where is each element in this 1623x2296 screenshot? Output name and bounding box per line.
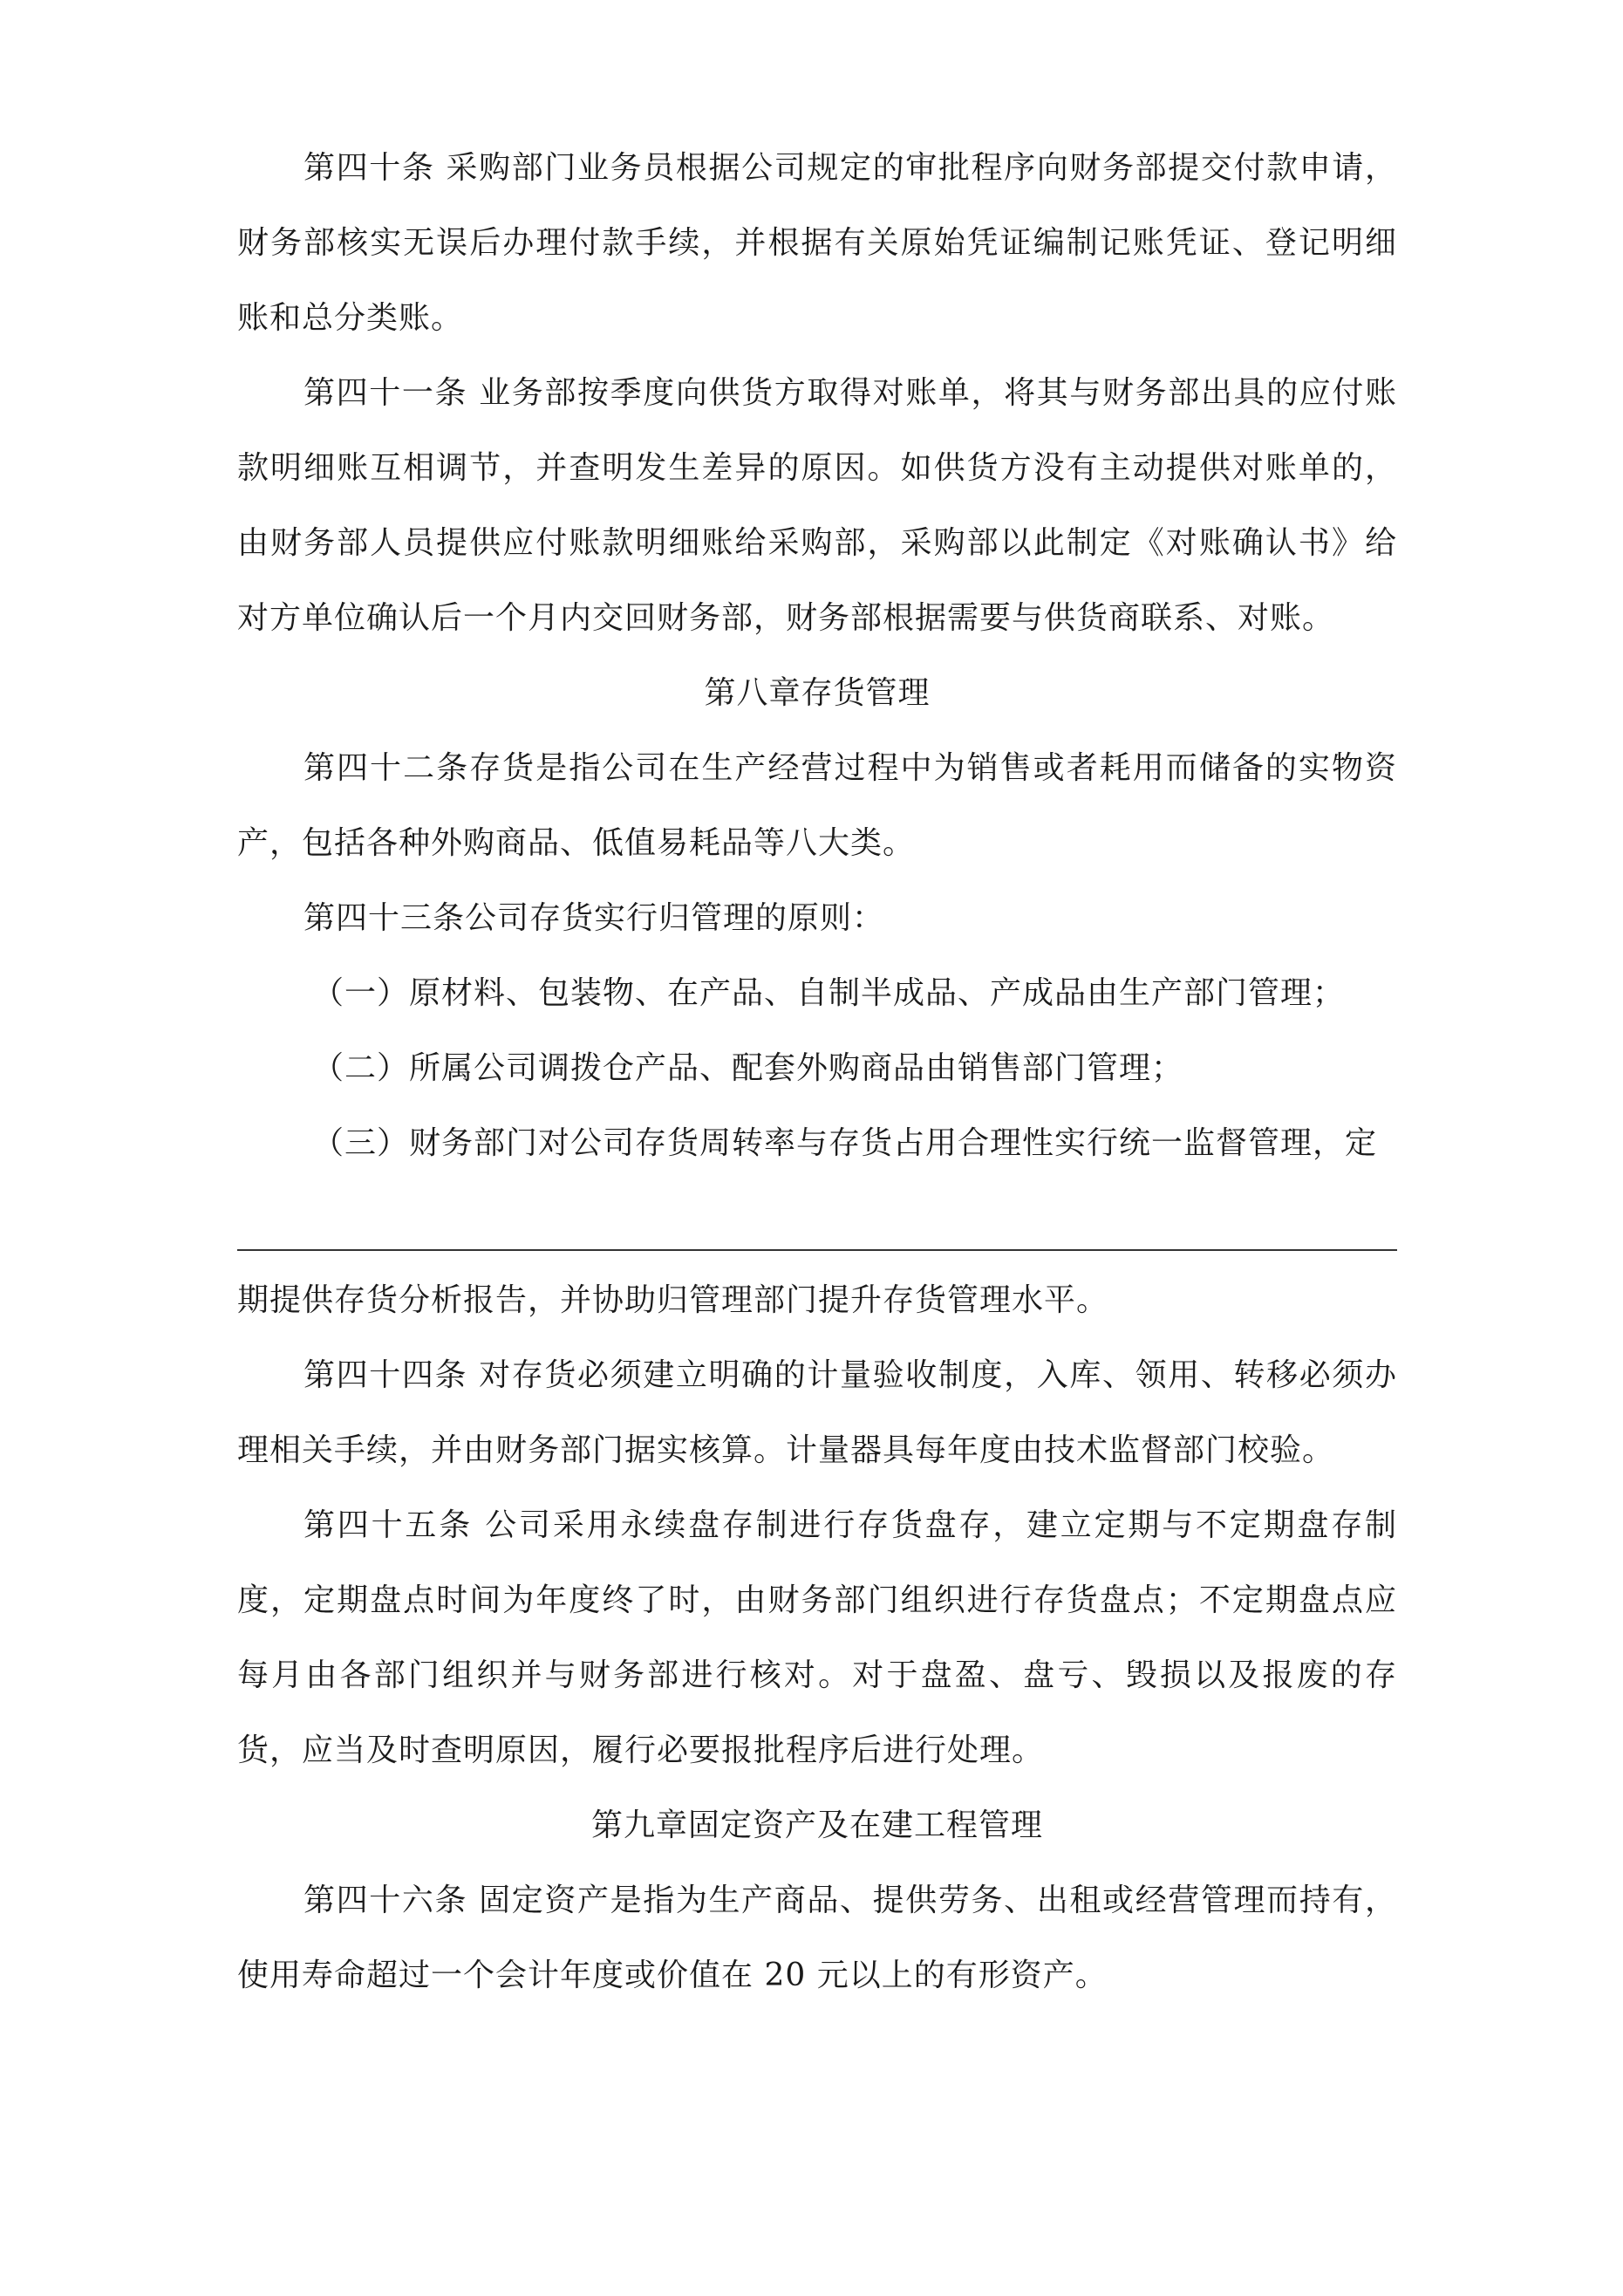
chapter-9-heading: 第九章固定资产及在建工程管理 [590, 1807, 1043, 1843]
article-46: 第四十六条 固定资产是指为生产商品、提供劳务、出租或经营管理而持有，使用寿命超过一个会计年度或价值在 20 元以上的有形资产。 [237, 1883, 1397, 1993]
article-43-item-3-start: （三）财务部门对公司存货周转率与存货占用合理性实行统一监督管理，定 [312, 1125, 1378, 1161]
article-44: 第四十四条 对存货必须建立明确的计量验收制度，入库、领用、转移必须办理相关手续，并由财务部门据实核算。计量器具每年度由技术监督部门校验。 [237, 1357, 1397, 1468]
article-43-item-2: （二）所属公司调拨仓产品、配套外购商品由销售部门管理； [312, 1050, 1184, 1086]
article-41: 第四十一条 业务部按季度向供货方取得对账单，将其与财务部出具的应付账款明细账互相调节，并查明发生差异的原因。如供货方没有主动提供对账单的，由财务部人员提供应付账款明细账给采购部，采购部以此制定《对账确认书》给对方单位确认后一个月内交回财务部，财务部根据需要与供货商联系、对账。 [237, 375, 1397, 636]
article-42: 第四十二条存货是指公司在生产经营过程中为销售或者耗用而储备的实物资产，包括各种外购商品、低值易耗品等八大类。 [237, 750, 1397, 861]
article-40: 第四十条 采购部门业务员根据公司规定的审批程序向财务部提交付款申请，财务部核实无误后办理付款手续，并根据有关原始凭证编制记账凭证、登记明细账和总分类账。 [237, 150, 1397, 336]
article-43-item-1: （一）原材料、包装物、在产品、自制半成品、产成品由生产部门管理； [312, 975, 1346, 1011]
article-43-item-3-continued: 期提供存货分析报告，并协助归管理部门提升存货管理水平。 [237, 1282, 1109, 1318]
article-43: 第四十三条公司存货实行归管理的原则： [303, 900, 885, 936]
page-break-rule [237, 1249, 1397, 1251]
chapter-8-heading: 第八章存货管理 [704, 675, 931, 711]
page-section-top [237, 131, 1397, 1181]
article-45: 第四十五条 公司采用永续盘存制进行存货盘存，建立定期与不定期盘存制度，定期盘点时间为年度终了时，由财务部门组织进行存货盘点；不定期盘点应每月由各部门组织并与财务部进行核对。对于盘盈、盘亏、毁损以及报废的存货，应当及时查明原因，履行必要报批程序后进行处理。 [237, 1507, 1397, 1768]
page-section-bottom [237, 1263, 1397, 2013]
